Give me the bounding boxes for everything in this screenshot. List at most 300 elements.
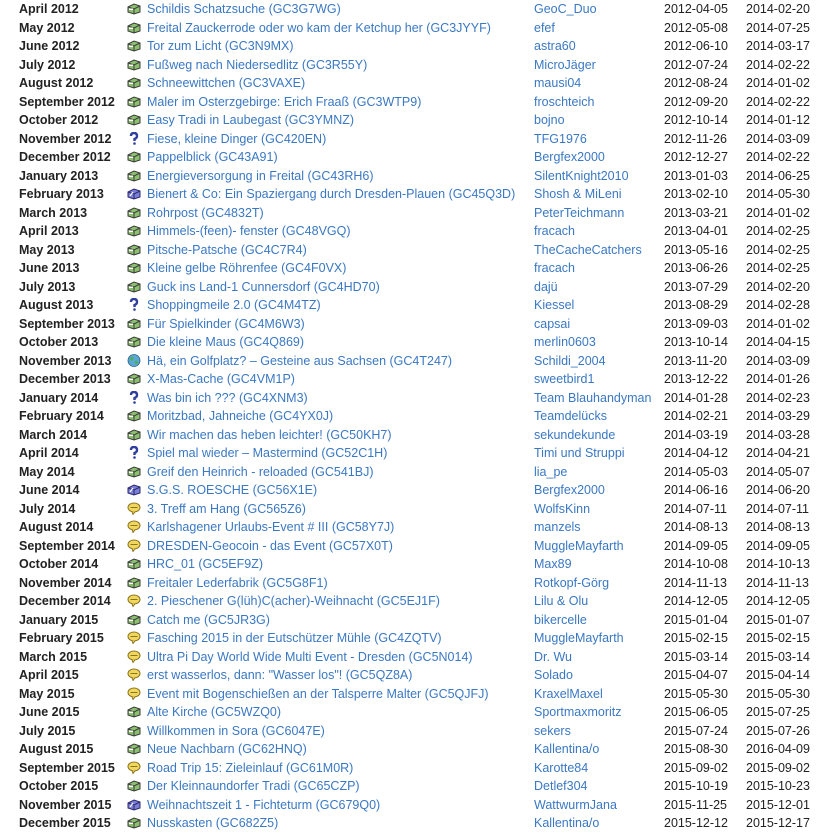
found-date: 2013-10-14	[664, 335, 728, 349]
cache-link[interactable]: Ultra Pi Day World Wide Multi Event - Dresden (GC5N014)	[147, 649, 473, 664]
owner-link[interactable]: TFG1976	[534, 131, 587, 146]
last-date: 2014-06-25	[746, 168, 810, 183]
owner-link[interactable]: Lilu & Olu	[534, 594, 589, 608]
cache-type-cell	[127, 629, 147, 648]
mystery-cache-icon	[127, 391, 141, 405]
owner-cell	[534, 592, 664, 611]
cache-cell	[147, 333, 534, 352]
table-row	[0, 666, 829, 685]
last-date: 2014-01-02	[746, 205, 810, 220]
found-date: 2012-10-14	[664, 113, 728, 127]
owner-link[interactable]: SilentKnight2010	[534, 168, 629, 183]
found-date: 2014-07-11	[664, 501, 728, 516]
month-label: August 2015	[19, 742, 94, 756]
cache-cell	[147, 444, 534, 463]
cache-type-cell	[127, 93, 147, 112]
last-date: 2015-12-01	[746, 797, 810, 812]
cache-type-cell	[127, 167, 147, 186]
cache-type-cell	[127, 148, 147, 167]
owner-cell	[534, 611, 664, 630]
traditional-cache-icon	[127, 261, 141, 275]
mystery-cache-icon	[127, 298, 141, 312]
cache-link[interactable]: Kleine gelbe Röhrenfee (GC4F0VX)	[147, 261, 347, 275]
owner-cell	[534, 333, 664, 352]
cache-link[interactable]: Für Spielkinder (GC4M6W3)	[147, 316, 305, 331]
cache-cell	[147, 463, 534, 482]
cache-link[interactable]: HRC_01 (GC5EF9Z)	[147, 557, 263, 571]
found-date: 2014-06-16	[664, 483, 728, 497]
cache-cell	[147, 814, 534, 833]
cache-link[interactable]: Nusskasten (GC682Z5)	[147, 816, 279, 830]
cache-type-cell	[127, 481, 147, 500]
found-date: 2015-04-07	[664, 668, 728, 682]
cache-link[interactable]: Freitaler Lederfabrik (GC5G8F1)	[147, 575, 328, 590]
cache-link[interactable]: Freital Zauckerrode oder wo kam der Ketchup her (GC3JYYF)	[147, 20, 491, 35]
found-date: 2014-09-05	[664, 538, 728, 553]
month-label: April 2014	[19, 446, 79, 460]
month-label: October 2013	[19, 335, 99, 349]
cache-link[interactable]: Karlshagener Urlaubs-Event # III (GC58Y7J)	[147, 520, 395, 534]
month-label: May 2013	[19, 242, 75, 257]
found-date: 2012-11-26	[664, 131, 728, 146]
owner-cell	[534, 426, 664, 445]
month-label: March 2014	[19, 427, 88, 442]
month-label: February 2015	[19, 631, 104, 645]
found-date: 2014-12-05	[664, 594, 728, 608]
table-row	[0, 703, 829, 722]
owner-cell	[534, 685, 664, 704]
cache-link[interactable]: Catch me (GC5JR3G)	[147, 612, 270, 627]
owner-cell	[534, 518, 664, 537]
cache-type-cell	[127, 759, 147, 778]
found-date: 2012-09-20	[664, 94, 728, 109]
cache-type-cell	[127, 703, 147, 722]
owner-link[interactable]: Solado	[534, 668, 573, 682]
owner-cell	[534, 703, 664, 722]
traditional-cache-icon	[127, 76, 141, 90]
table-row	[0, 444, 829, 463]
cache-type-cell	[127, 0, 147, 19]
found-date: 2012-04-05	[664, 2, 728, 16]
month-label: December 2015	[19, 816, 111, 830]
owner-cell	[534, 130, 664, 149]
owner-cell	[534, 796, 664, 815]
cache-link[interactable]: Event mit Bogenschießen an der Talsperre Malter (GC5QJFJ)	[147, 686, 489, 701]
cache-cell	[147, 0, 534, 19]
owner-link[interactable]: TheCacheCatchers	[534, 242, 642, 257]
owner-cell	[534, 241, 664, 260]
cache-type-cell	[127, 241, 147, 260]
owner-link[interactable]: bojno	[534, 113, 565, 127]
owner-link[interactable]: sekers	[534, 723, 571, 738]
last-date: 2014-02-22	[746, 150, 810, 164]
cache-link[interactable]: Guck ins Land-1 Cunnersdorf (GC4HD70)	[147, 279, 380, 294]
multi-cache-icon	[127, 798, 141, 812]
cache-type-cell	[127, 537, 147, 556]
cache-link[interactable]: S.G.S. ROESCHE (GC56X1E)	[147, 483, 318, 497]
table-row	[0, 537, 829, 556]
cache-type-cell	[127, 685, 147, 704]
last-date: 2014-11-13	[746, 575, 810, 590]
last-date: 2014-07-11	[746, 501, 810, 516]
cache-link[interactable]: Moritzbad, Jahneiche (GC4YX0J)	[147, 409, 334, 423]
last-date: 2014-02-25	[746, 224, 810, 238]
cache-type-cell	[127, 574, 147, 593]
cache-type-cell	[127, 222, 147, 241]
cache-type-cell	[127, 333, 147, 352]
owner-link[interactable]: Team Blauhandyman	[534, 390, 652, 405]
found-date: 2015-08-30	[664, 742, 728, 756]
cache-type-cell	[127, 407, 147, 426]
owner-cell	[534, 777, 664, 796]
cache-cell	[147, 241, 534, 260]
last-date: 2014-09-05	[746, 538, 810, 553]
owner-link[interactable]: Max89	[534, 557, 572, 571]
last-date: 2015-07-26	[746, 723, 810, 738]
owner-cell	[534, 574, 664, 593]
owner-link[interactable]: Bergfex2000	[534, 150, 605, 164]
cache-link[interactable]: erst wasserlos, dann: "Wasser los"! (GC5QZ8A)	[147, 668, 413, 682]
month-label: December 2014	[19, 594, 111, 608]
owner-link[interactable]: lia_pe	[534, 464, 568, 479]
owner-link[interactable]: MicroJäger	[534, 57, 596, 72]
owner-cell	[534, 740, 664, 759]
found-date: 2015-07-24	[664, 723, 728, 738]
owner-link[interactable]: froschteich	[534, 94, 595, 109]
owner-cell	[534, 278, 664, 297]
cache-link[interactable]: 2. Pieschener G(lüh)C(acher)-Weihnacht (GC5EJ1F)	[147, 594, 440, 608]
cache-link[interactable]: Fußweg nach Niedersedlitz (GC3R55Y)	[147, 57, 368, 72]
cache-type-cell	[127, 796, 147, 815]
event-cache-icon	[127, 502, 141, 516]
cache-link[interactable]: Weihnachtszeit 1 - Fichteturm (GC679Q0)	[147, 797, 381, 812]
cache-link[interactable]: Pappelblick (GC43A91)	[147, 150, 278, 164]
owner-link[interactable]: fracach	[534, 261, 575, 275]
cache-link[interactable]: Energieversorgung in Freital (GC43RH6)	[147, 168, 374, 183]
owner-link[interactable]: Kiessel	[534, 298, 575, 312]
found-date: 2012-06-10	[664, 39, 728, 53]
cache-cell	[147, 592, 534, 611]
table-row	[0, 296, 829, 315]
cache-link[interactable]: Neue Nachbarn (GC62HNQ)	[147, 742, 307, 756]
cache-link[interactable]: Der Kleinnaundorfer Tradi (GC65CZP)	[147, 779, 360, 793]
mystery-cache-icon	[127, 132, 141, 146]
month-label: July 2015	[19, 723, 76, 738]
owner-link[interactable]: Dr. Wu	[534, 649, 572, 664]
owner-link[interactable]: MuggleMayfarth	[534, 538, 624, 553]
owner-link[interactable]: PeterTeichmann	[534, 205, 625, 220]
month-label: September 2015	[19, 760, 115, 775]
owner-link[interactable]: sekundekunde	[534, 427, 616, 442]
last-date: 2015-05-30	[746, 686, 810, 701]
month-label: January 2014	[19, 390, 99, 405]
cache-link[interactable]: Was bin ich ??? (GC4XNM3)	[147, 390, 308, 405]
owner-cell	[534, 537, 664, 556]
last-date: 2014-03-09	[746, 353, 810, 368]
owner-link[interactable]: Teamdelücks	[534, 409, 607, 423]
cache-cell	[147, 481, 534, 500]
cache-cell	[147, 703, 534, 722]
cache-link[interactable]: Shoppingmeile 2.0 (GC4M4TZ)	[147, 298, 321, 312]
cache-cell	[147, 574, 534, 593]
last-date: 2016-04-09	[746, 742, 810, 756]
last-date: 2014-04-15	[746, 335, 810, 349]
owner-link[interactable]: Timi und Struppi	[534, 446, 625, 460]
last-date: 2015-10-23	[746, 779, 810, 793]
owner-link[interactable]: bikercelle	[534, 612, 587, 627]
cache-type-cell	[127, 296, 147, 315]
event-cache-icon	[127, 650, 141, 664]
owner-link[interactable]: GeoC_Duo	[534, 2, 597, 16]
found-date: 2014-04-12	[664, 446, 728, 460]
table-row	[0, 648, 829, 667]
cache-type-cell	[127, 777, 147, 796]
cache-type-cell	[127, 814, 147, 833]
month-label: January 2015	[19, 612, 99, 627]
cache-link[interactable]: Willkommen in Sora (GC6047E)	[147, 723, 325, 738]
last-date: 2015-07-25	[746, 705, 810, 719]
last-date: 2015-03-14	[746, 649, 810, 664]
month-label: March 2013	[19, 205, 88, 220]
found-date: 2013-07-29	[664, 279, 728, 294]
last-date: 2015-09-02	[746, 760, 810, 775]
traditional-cache-icon	[127, 206, 141, 220]
owner-link[interactable]: Shosh & MiLeni	[534, 187, 622, 201]
owner-link[interactable]: Karotte84	[534, 760, 589, 775]
owner-link[interactable]: MuggleMayfarth	[534, 631, 624, 645]
cache-type-cell	[127, 352, 147, 371]
cache-link[interactable]: X-Mas-Cache (GC4VM1P)	[147, 372, 295, 386]
table-row	[0, 426, 829, 445]
cache-link[interactable]: Schildis Schatzsuche (GC3G7WG)	[147, 2, 341, 16]
owner-cell	[534, 222, 664, 241]
cache-type-cell	[127, 111, 147, 130]
table-row	[0, 481, 829, 500]
table-row	[0, 611, 829, 630]
month-label: July 2013	[19, 279, 76, 294]
owner-link[interactable]: astra60	[534, 39, 576, 53]
found-date: 2014-11-13	[664, 575, 728, 590]
traditional-cache-icon	[127, 705, 141, 719]
owner-cell	[534, 463, 664, 482]
owner-cell	[534, 666, 664, 685]
cache-link[interactable]: Hä, ein Golfplatz? – Gesteine aus Sachsen (GC4T247)	[147, 353, 453, 368]
traditional-cache-icon	[127, 317, 141, 331]
table-row	[0, 500, 829, 519]
owner-link[interactable]: Detlef304	[534, 779, 588, 793]
month-label: April 2012	[19, 2, 79, 16]
found-date: 2015-03-14	[664, 649, 728, 664]
month-label: September 2014	[19, 538, 115, 553]
last-date: 2014-01-02	[746, 76, 810, 90]
last-date: 2014-02-25	[746, 242, 810, 257]
owner-cell	[534, 722, 664, 741]
last-date: 2015-04-14	[746, 668, 810, 682]
owner-link[interactable]: Kallentina/o	[534, 742, 600, 756]
cache-type-cell	[127, 74, 147, 93]
cache-link[interactable]: Himmels-(feen)- fenster (GC48VGQ)	[147, 224, 351, 238]
traditional-cache-icon	[127, 335, 141, 349]
found-date: 2015-06-05	[664, 705, 728, 719]
table-row	[0, 796, 829, 815]
owner-link[interactable]: Schildi_2004	[534, 353, 606, 368]
found-date: 2012-05-08	[664, 20, 728, 35]
month-label: June 2015	[19, 705, 80, 719]
cache-cell	[147, 740, 534, 759]
owner-link[interactable]: KraxelMaxel	[534, 686, 603, 701]
month-label: December 2013	[19, 372, 111, 386]
table-row	[0, 259, 829, 278]
cache-link[interactable]: Tor zum Licht (GC3N9MX)	[147, 39, 294, 53]
owner-link[interactable]: WolfsKinn	[534, 501, 591, 516]
cache-cell	[147, 777, 534, 796]
found-date: 2013-02-10	[664, 187, 728, 201]
traditional-cache-icon	[127, 113, 141, 127]
cache-cell	[147, 426, 534, 445]
last-date: 2014-02-22	[746, 94, 810, 109]
cache-link[interactable]: Die kleine Maus (GC4Q869)	[147, 335, 305, 349]
cache-type-cell	[127, 37, 147, 56]
last-date: 2014-02-20	[746, 279, 810, 294]
month-label: August 2013	[19, 298, 94, 312]
owner-link[interactable]: merlin0603	[534, 335, 596, 349]
cache-type-cell	[127, 592, 147, 611]
cache-cell	[147, 722, 534, 741]
cache-cell	[147, 370, 534, 389]
last-date: 2014-01-02	[746, 316, 810, 331]
cache-link[interactable]: Alte Kirche (GC5WZQ0)	[147, 705, 282, 719]
cache-link[interactable]: 3. Treff am Hang (GC565Z6)	[147, 501, 306, 516]
last-date: 2014-06-20	[746, 483, 810, 497]
owner-link[interactable]: mausi04	[534, 76, 582, 90]
owner-cell	[534, 481, 664, 500]
owner-link[interactable]: Sportmaxmoritz	[534, 705, 622, 719]
table-row	[0, 574, 829, 593]
cache-link[interactable]: Spiel mal wieder – Mastermind (GC52C1H)	[147, 446, 388, 460]
found-date: 2014-03-19	[664, 427, 728, 442]
month-label: May 2014	[19, 464, 75, 479]
last-date: 2014-01-12	[746, 113, 810, 127]
found-date: 2015-12-12	[664, 816, 728, 830]
last-date: 2014-12-05	[746, 594, 810, 608]
cache-type-cell	[127, 444, 147, 463]
table-row	[0, 333, 829, 352]
month-label: April 2013	[19, 224, 79, 238]
event-cache-icon	[127, 520, 141, 534]
found-date: 2012-08-24	[664, 76, 728, 90]
found-date: 2013-08-29	[664, 298, 728, 312]
cache-cell	[147, 629, 534, 648]
traditional-cache-icon	[127, 576, 141, 590]
table-row	[0, 74, 829, 93]
found-date: 2013-06-26	[664, 261, 728, 275]
cache-link[interactable]: Road Trip 15: Zieleinlauf (GC61M0R)	[147, 760, 354, 775]
traditional-cache-icon	[127, 372, 141, 386]
table-row	[0, 185, 829, 204]
owner-link[interactable]: Bergfex2000	[534, 483, 605, 497]
cache-type-cell	[127, 666, 147, 685]
owner-cell	[534, 444, 664, 463]
cache-type-cell	[127, 56, 147, 75]
table-row	[0, 370, 829, 389]
owner-link[interactable]: capsai	[534, 316, 571, 331]
owner-link[interactable]: WattwurmJana	[534, 797, 617, 812]
cache-cell	[147, 685, 534, 704]
cache-type-cell	[127, 426, 147, 445]
table-row	[0, 814, 829, 833]
cache-cell	[147, 555, 534, 574]
cache-type-cell	[127, 463, 147, 482]
cache-link[interactable]: Schneewittchen (GC3VAXE)	[147, 76, 306, 90]
owner-link[interactable]: Kallentina/o	[534, 816, 600, 830]
found-date: 2013-11-20	[664, 353, 728, 368]
cache-link[interactable]: Pitsche-Patsche (GC4C7R4)	[147, 242, 307, 257]
table-row	[0, 592, 829, 611]
traditional-cache-icon	[127, 39, 141, 53]
owner-link[interactable]: fracach	[534, 224, 575, 238]
owner-link[interactable]: efef	[534, 20, 555, 35]
cache-link[interactable]: Fasching 2015 in der Eutschützer Mühle (GC4ZQTV)	[147, 631, 442, 645]
cache-link[interactable]: DRESDEN-Geocoin - das Event (GC57X0T)	[147, 538, 393, 553]
cache-cell	[147, 278, 534, 297]
found-date: 2015-02-15	[664, 631, 728, 645]
cache-link[interactable]: Wir machen das heben leichter! (GC50KH7)	[147, 427, 392, 442]
traditional-cache-icon	[127, 95, 141, 109]
cache-cell	[147, 407, 534, 426]
owner-link[interactable]: sweetbird1	[534, 372, 595, 386]
mystery-cache-icon	[127, 446, 141, 460]
last-date: 2014-03-29	[746, 409, 810, 423]
traditional-cache-icon	[127, 742, 141, 756]
cache-link[interactable]: Bienert & Co: Ein Spaziergang durch Dresden-Plauen (GC45Q3D)	[147, 187, 516, 201]
table-row	[0, 777, 829, 796]
found-date: 2013-01-03	[664, 168, 728, 183]
month-label: May 2012	[19, 20, 75, 35]
owner-cell	[534, 759, 664, 778]
cache-cell	[147, 666, 534, 685]
table-row	[0, 555, 829, 574]
found-date: 2015-11-25	[664, 797, 728, 812]
traditional-cache-icon	[127, 2, 141, 16]
traditional-cache-icon	[127, 169, 141, 183]
cache-cell	[147, 518, 534, 537]
cache-link[interactable]: Maler im Osterzgebirge: Erich Fraaß (GC3WTP9)	[147, 94, 422, 109]
cache-link[interactable]: Easy Tradi in Laubegast (GC3YMNZ)	[147, 113, 355, 127]
found-date: 2015-09-02	[664, 760, 728, 775]
table-row	[0, 222, 829, 241]
cache-link[interactable]: Fiese, kleine Dinger (GC420EN)	[147, 131, 327, 146]
cache-cell	[147, 204, 534, 223]
owner-link[interactable]: Rotkopf-Görg	[534, 575, 610, 590]
table-row	[0, 407, 829, 426]
month-label: August 2012	[19, 76, 94, 90]
table-row	[0, 759, 829, 778]
found-date: 2015-10-19	[664, 779, 728, 793]
cache-type-cell	[127, 740, 147, 759]
event-cache-icon	[127, 761, 141, 775]
last-date: 2014-05-07	[746, 464, 810, 479]
event-cache-icon	[127, 594, 141, 608]
cache-link[interactable]: Greif den Heinrich - reloaded (GC541BJ)	[147, 464, 374, 479]
last-date: 2014-02-22	[746, 57, 810, 72]
last-date: 2014-04-21	[746, 446, 810, 460]
month-label: October 2014	[19, 557, 99, 571]
cache-link[interactable]: Rohrpost (GC4832T)	[147, 205, 264, 220]
owner-link[interactable]: dajü	[534, 279, 558, 294]
owner-link[interactable]: manzels	[534, 520, 581, 534]
cache-type-cell	[127, 611, 147, 630]
found-date: 2014-08-13	[664, 520, 728, 534]
